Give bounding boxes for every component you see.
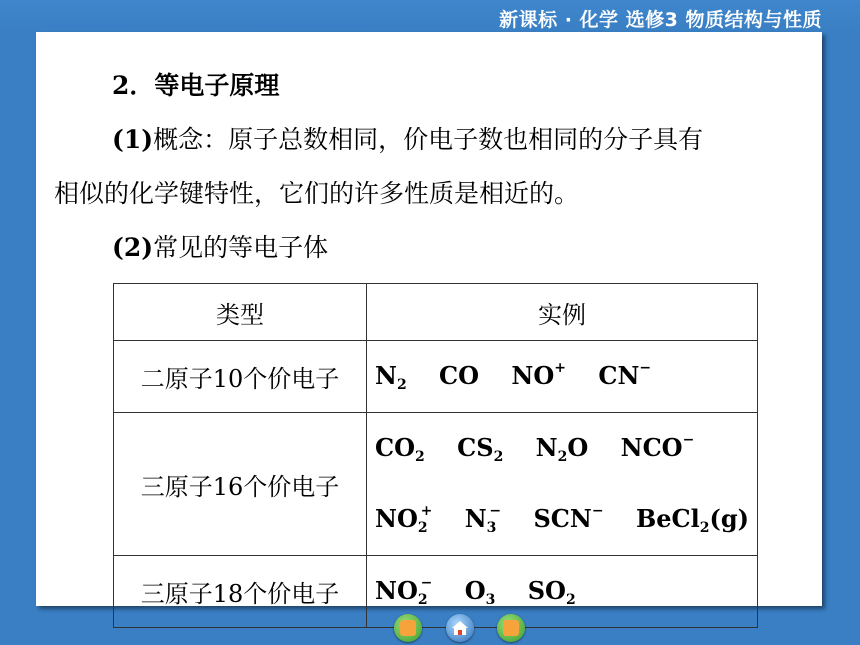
concept-line-2 — [54, 174, 579, 210]
home-icon — [451, 620, 469, 636]
header-example: 实例 — [367, 284, 758, 341]
formula-n3-minus: $N_3^-$ — [464, 503, 502, 536]
common-line — [112, 228, 328, 264]
formula-line — [375, 413, 749, 484]
row-type: 二原子10个价电子 — [114, 341, 367, 413]
home-button[interactable] — [446, 614, 474, 642]
formula-line — [375, 484, 749, 555]
row-type: 三原子16个价电子 — [114, 413, 367, 556]
concept-label: (1) — [112, 125, 154, 154]
concept-text-2: 相似的化学键特性，它们的许多性质是相近的。 — [54, 179, 580, 208]
formula-o3: $O_3$ — [464, 576, 496, 608]
table-header-row — [114, 284, 758, 341]
common-text: 常见的等电子体 — [153, 233, 329, 262]
formula-no-plus: NO+ — [511, 360, 566, 390]
formula-line — [375, 341, 749, 412]
formula-n2: $N_2$ — [375, 361, 407, 393]
header-type: 类型 — [114, 284, 367, 341]
row-type: 三原子18个价电子 — [114, 556, 367, 628]
formula-no2-plus: $NO_2^+$ — [375, 503, 433, 536]
previous-icon — [400, 620, 416, 636]
formula-scn-minus: SCN− — [533, 503, 604, 533]
formula-cs2: $CS_2$ — [457, 433, 504, 465]
formula-co2: $CO_2$ — [375, 433, 425, 465]
table-row — [114, 556, 758, 628]
row-examples — [367, 413, 758, 556]
course-title: 新课标 · 化学 选修3 物质结构与性质 — [499, 9, 822, 31]
formula-n2o: $N_2O$ — [535, 433, 589, 465]
table-row — [114, 341, 758, 413]
section-heading: 2．等电子原理 — [112, 71, 280, 100]
formula-nco-minus: NCO− — [620, 432, 695, 462]
concept-text-1: 概念：原子总数相同，价电子数也相同的分子具有 — [153, 125, 704, 154]
table-row — [114, 413, 758, 556]
slide-sheet — [36, 32, 822, 606]
formula-no2-minus: $NO_2^-$ — [375, 575, 433, 608]
formula-co: CO — [439, 361, 480, 390]
row-examples — [367, 556, 758, 628]
formula-so2: $SO_2$ — [527, 576, 576, 608]
next-button[interactable] — [497, 614, 525, 642]
next-icon — [503, 620, 519, 636]
formula-cn-minus: CN− — [598, 360, 652, 390]
previous-button[interactable] — [394, 614, 422, 642]
row-examples — [367, 341, 758, 413]
common-label: (2) — [112, 233, 154, 262]
formula-line — [375, 556, 749, 627]
concept-line-1 — [112, 120, 703, 156]
top-banner — [0, 0, 860, 32]
isoelectronic-table — [113, 283, 758, 628]
formula-becl2: BeCl$_2$(g) — [635, 504, 749, 536]
